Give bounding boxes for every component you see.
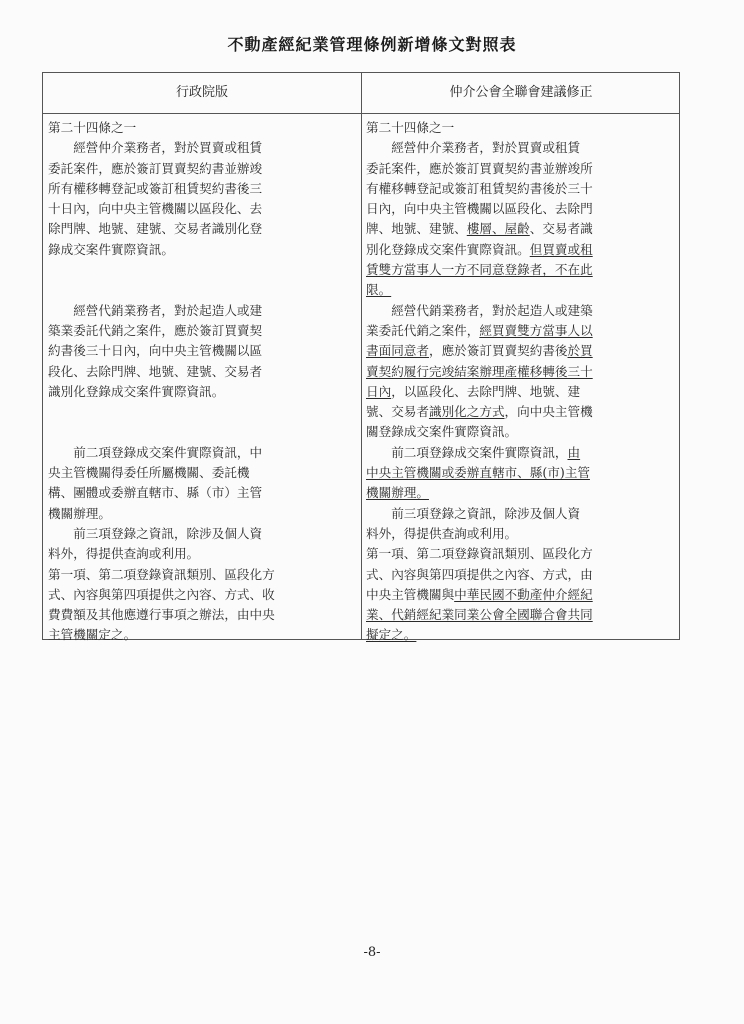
text-line [366,483,678,503]
text-line [366,240,678,260]
text-segment: ，向中央主管機 [504,404,593,420]
text-line: 料外，得提供查詢或利用。 [366,525,518,541]
text-line: 除門牌、地號、建號、交易者識別化登 [48,221,263,237]
amended-text: 機關辦理。 [366,485,429,501]
header-divider [43,113,679,114]
text-line: 經營代銷業務者，對於起造人或建築 [366,302,593,318]
text-segment: 牌、地號、建號、 [366,221,467,237]
text-line: 築業委託代銷之案件，應於簽訂買賣契 [48,322,263,338]
amended-text-line: 中央主管機關或委辦直轄市、縣(市)主管 [366,465,590,481]
text-line: 第二十四條之一 [48,120,137,135]
text-line: 機關辦理。 [48,505,111,521]
document-title: 不動產經紀業管理條例新增條文對照表 [227,35,517,54]
amended-text-line: 業、代銷經紀業同業公會全國聯合會共同 [366,607,593,623]
column-divider [361,73,362,639]
amended-text: 擬定之。 [366,627,417,643]
text-line: 式、內容與第四項提供之內容、方式、收 [48,586,275,602]
amended-text-line: 賃雙方當事人一方不同意登錄者，不在此 [366,262,593,278]
text-line: 經營代銷業務者，對於起造人或建 [48,302,263,318]
text-line [366,382,678,402]
text-line: 前三項登錄之資訊，除涉及個人資 [48,525,263,541]
text-line: 第一項、第二項登錄資訊類別、區段化方 [366,546,593,562]
text-line [366,321,678,341]
text-line: 前三項登錄之資訊，除涉及個人資 [366,505,581,521]
text-line: 關登錄成交案件實際資訊。 [366,424,518,440]
text-line: 主管機關定之。 [48,627,137,643]
text-line: 第一項、第二項登錄資訊類別、區段化方 [48,566,275,582]
text-segment: 別化登錄成交案件實際資訊。 [366,241,530,257]
text-segment: 中央主管機關與 [366,586,455,602]
text-line: 所有權移轉登記或簽訂租賃契約書後三 [48,180,263,196]
text-line: 約書後三十日內，向中央主管機關以區 [48,343,263,359]
amended-text: 樓層、屋齡 [466,221,530,237]
text-line: 段化、去除門牌、地號、建號、交易者 [48,363,263,379]
text-line [366,341,678,361]
text-line [366,280,678,300]
text-segment: ，應於簽訂買賣契約書後 [428,343,568,359]
text-line: 經營仲介業務者，對於買賣或租賃 [366,140,581,156]
text-line: 構、團體或委辦直轄市、縣（市）主管 [48,485,263,501]
header-executive-yuan-version: 行政院版 [175,85,228,100]
text-line: 有權移轉登記或簽訂租賃契約書後於三十 [366,180,593,196]
text-line: 十日內，向中央主管機關以區段化、去 [48,201,263,217]
text-line [366,585,678,605]
amended-text: 但買賣或租 [529,241,593,257]
amended-text: 由 [567,444,581,460]
amended-text: 中華民國不動產仲介經紀 [454,586,593,602]
amended-text: 書面同意者 [366,343,429,359]
text-line [366,443,678,463]
text-segment: 、交易者識 [529,221,593,237]
amended-text: 經買賣雙方當事人以 [479,322,593,338]
text-line: 第二十四條之一 [366,120,455,135]
text-segment: 業委託代銷之案件， [366,322,480,338]
comparison-table [42,72,680,643]
text-segment: ，以區段化、去除門牌、地號、建 [391,383,581,399]
amended-text-line: 賣契約履行完竣結案辦理產權移轉後三十 [366,363,593,379]
executive-yuan-text [48,118,358,646]
text-line: 央主管機關得委任所屬機關、委託機 [48,465,250,481]
amended-text: 日內 [366,383,392,399]
association-proposal-text [366,118,678,646]
text-line: 經營仲介業務者，對於買賣或租賃 [48,140,263,156]
text-line: 式、內容與第四項提供之內容、方式，由 [366,566,593,582]
amended-text: 限。 [366,282,392,298]
text-line [366,625,678,645]
amended-text: 識別化之方式 [428,404,505,420]
text-line: 費費額及其他應遵行事項之辦法，由中央 [48,607,275,623]
text-segment: 號、交易者 [366,404,429,420]
text-line: 委託案件，應於簽訂買賣契約書並辦竣所 [366,160,593,176]
text-line: 料外，得提供查詢或利用。 [48,546,200,562]
amended-text: 於買 [567,343,593,359]
text-segment: 前二項登錄成交案件實際資訊， [366,444,568,460]
text-line: 委託案件，應於簽訂買賣契約書並辦竣 [48,160,263,176]
text-line: 識別化登錄成交案件實際資訊。 [48,383,225,399]
header-association-proposal: 仲介公會全聯會建議修正 [449,85,593,100]
text-line: 錄成交案件實際資訊。 [48,241,174,257]
text-line: 日內，向中央主管機關以區段化、去除門 [366,201,593,217]
text-line [366,219,678,239]
page-number: -8- [363,945,381,960]
text-line [366,402,678,422]
text-line: 前二項登錄成交案件實際資訊，中 [48,444,263,460]
